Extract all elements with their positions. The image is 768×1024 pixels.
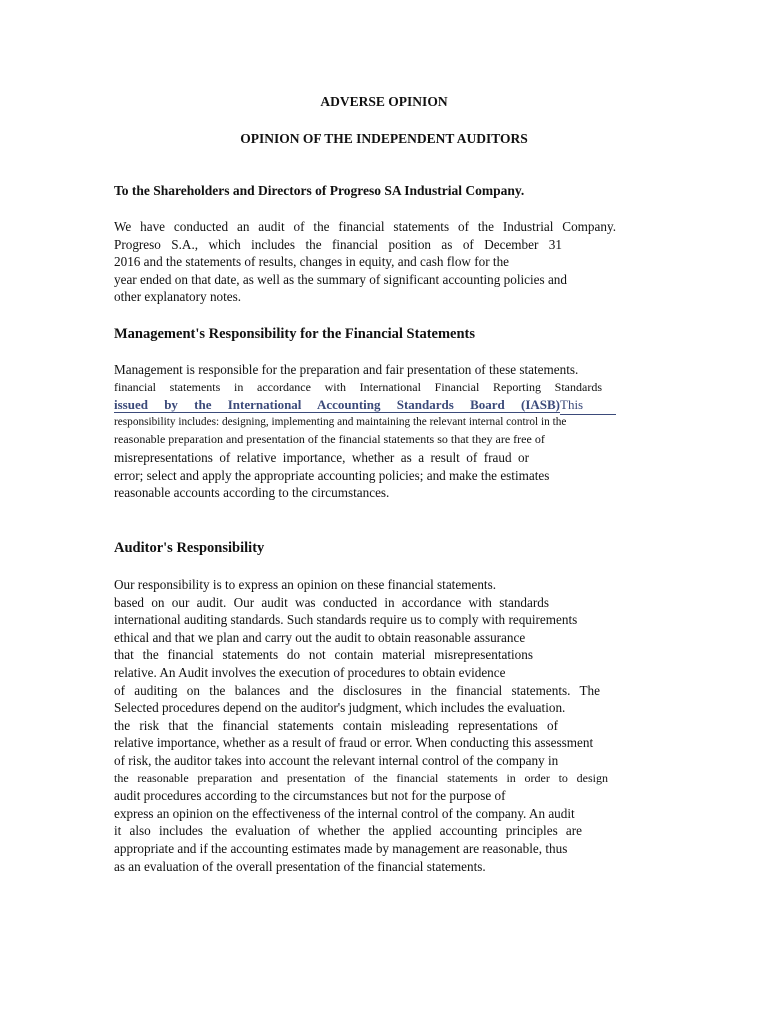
paragraph-line-this: This [560, 396, 616, 415]
intro-paragraph [114, 218, 616, 306]
paragraph-line: ethical and that we plan and carry out the audit to obtain reasonable assurance [114, 629, 526, 645]
paragraph-line: audit procedures according to the circumstances but not for the purpose of [114, 788, 506, 804]
paragraph-line: international auditing standards. Such standards require us to comply with requirements [114, 612, 578, 628]
paragraph-line: financial statements in accordance with International Financial Reporting Standards [114, 379, 602, 394]
paragraph-line: Our responsibility is to express an opinion on these financial statements. [114, 577, 496, 592]
paragraph-line: reasonable preparation and presentation of the financial statements so that they are free of [114, 432, 545, 447]
paragraph-line: 2016 and the statements of results, changes in equity, and cash flow for the [114, 254, 510, 270]
paragraph-line: based on our audit. Our audit was conducted in accordance with standards [114, 594, 549, 610]
paragraph-line: relative. An Audit involves the execution of procedures to obtain evidence [114, 664, 506, 680]
paragraph-line: the risk that the financial statements contain misleading representations of [114, 717, 558, 733]
paragraph-line: of risk, the auditor takes into account the relevant internal control of the company in [114, 752, 559, 768]
paragraph-line: year ended on that date, as well as the summary of significant accounting policies and [114, 271, 567, 287]
paragraph-line: Management is responsible for the preparation and fair presentation of these statements. [114, 362, 579, 377]
paragraph-line: reasonable accounts according to the circumstances. [114, 485, 390, 501]
paragraph-line: Progreso S.A., which includes the financial position as of December 31 [114, 236, 562, 252]
auditor-paragraph [114, 576, 616, 875]
paragraph-line: of auditing on the balances and the disclosures in the financial statements. The [114, 682, 600, 698]
iasb-link[interactable]: issued by the International Accounting Standards Board (IASB) [114, 397, 560, 413]
addressee: To the Shareholders and Directors of Progreso SA Industrial Company. [114, 183, 525, 198]
management-paragraph [114, 361, 616, 502]
paragraph-line: express an opinion on the effectiveness of the internal control of the company. An audit [114, 805, 575, 821]
auditor-heading: Auditor's Responsibility [114, 540, 265, 556]
paragraph-line: it also includes the evaluation of whether the applied accounting principles are [114, 823, 582, 839]
management-heading: Management's Responsibility for the Financial Statements [114, 326, 476, 342]
paragraph-line: the reasonable preparation and presentation of the financial statements in order to design [114, 770, 608, 785]
paragraph-line: Selected procedures depend on the auditor's judgment, which includes the evaluation. [114, 700, 566, 716]
paragraph-line: We have conducted an audit of the financial statements of the Industrial Company. [114, 219, 616, 234]
paragraph-line: appropriate and if the accounting estimates made by management are reasonable, thus [114, 840, 568, 856]
paragraph-line: that the financial statements do not contain material misrepresentations [114, 647, 533, 663]
paragraph-line: as an evaluation of the overall presentation of the financial statements. [114, 858, 486, 874]
document-subtitle: OPINION OF THE INDEPENDENT AUDITORS [240, 131, 528, 146]
paragraph-line: misrepresentations of relative importance, whether as a result of fraud or [114, 449, 529, 465]
paragraph-line: responsibility includes: designing, implementing and maintaining the relevant internal control in the [114, 415, 567, 428]
iasb-line [114, 396, 616, 414]
document-title: ADVERSE OPINION [320, 94, 448, 109]
paragraph-line: other explanatory notes. [114, 289, 242, 305]
paragraph-line: error; select and apply the appropriate accounting policies; and make the estimates [114, 467, 550, 483]
paragraph-line: relative importance, whether as a result of fraud or error. When conducting this assessment [114, 735, 594, 751]
